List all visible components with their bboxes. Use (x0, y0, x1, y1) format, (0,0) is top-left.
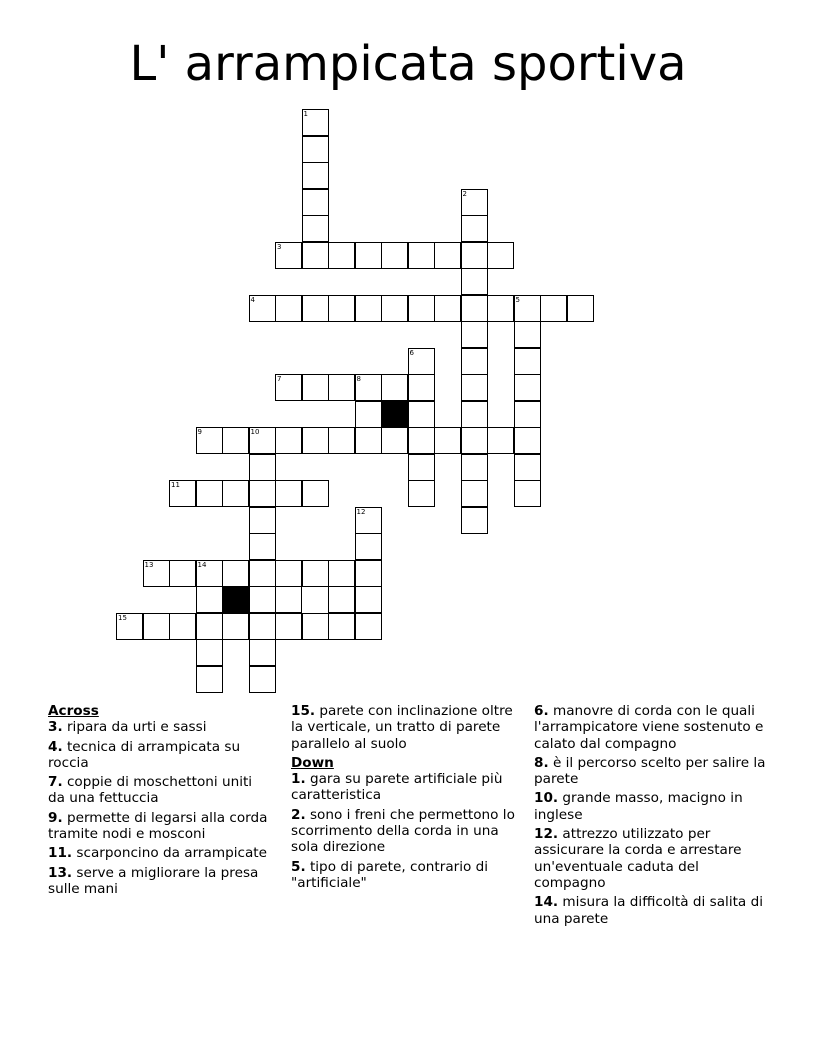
grid-cell[interactable] (275, 480, 302, 507)
grid-cell[interactable] (487, 242, 514, 269)
clue-down-6 (534, 703, 766, 752)
grid-cell[interactable] (249, 586, 276, 613)
cell-number: 11 (171, 481, 180, 489)
grid-cell[interactable] (196, 560, 223, 587)
grid-cell[interactable] (461, 348, 488, 375)
grid-cell[interactable] (328, 613, 355, 640)
grid-cell[interactable] (196, 639, 223, 666)
grid-cell[interactable] (249, 427, 276, 454)
grid-cell[interactable] (408, 348, 435, 375)
grid-cell[interactable] (196, 586, 223, 613)
clue-down-14 (534, 894, 766, 927)
clue-number: 7. (48, 774, 63, 791)
clue-text: sono i freni che permettono lo scorrimento della corda in una sola direzione (291, 806, 515, 856)
clues-column-2 (291, 703, 523, 894)
grid-cell[interactable] (355, 242, 382, 269)
grid-cell[interactable] (275, 560, 302, 587)
grid-cell[interactable] (249, 613, 276, 640)
grid-cell[interactable] (514, 454, 541, 481)
grid-cell[interactable] (275, 242, 302, 269)
grid-cell[interactable] (514, 401, 541, 428)
grid-cell[interactable] (461, 401, 488, 428)
clue-number: 1. (291, 771, 306, 788)
grid-cell[interactable] (249, 666, 276, 693)
grid-cell[interactable] (408, 374, 435, 401)
grid-cell[interactable] (249, 639, 276, 666)
grid-cell[interactable] (249, 454, 276, 481)
grid-cell[interactable] (408, 242, 435, 269)
clue-across-3 (48, 719, 273, 735)
grid-cell[interactable] (355, 533, 382, 560)
grid-cell[interactable] (461, 374, 488, 401)
grid-cell[interactable] (302, 613, 329, 640)
grid-cell[interactable] (196, 480, 223, 507)
grid-cell[interactable] (169, 480, 196, 507)
grid-cell[interactable] (461, 215, 488, 242)
grid-cell[interactable] (355, 613, 382, 640)
cell-number: 7 (277, 375, 282, 383)
grid-cell[interactable] (328, 242, 355, 269)
grid-cell[interactable] (222, 613, 249, 640)
clue-text: grande masso, macigno in inglese (534, 790, 743, 823)
grid-cell[interactable] (434, 427, 461, 454)
grid-cell[interactable] (355, 507, 382, 534)
grid-cell[interactable] (381, 295, 408, 322)
grid-cell[interactable] (355, 427, 382, 454)
clue-number: 9. (48, 809, 63, 826)
grid-cell[interactable] (169, 613, 196, 640)
grid-cell[interactable] (143, 613, 170, 640)
clue-text: misura la difficoltà di salita di una parete (534, 894, 763, 927)
grid-cell[interactable] (196, 613, 223, 640)
clue-number: 2. (291, 806, 306, 823)
grid-cell[interactable] (302, 560, 329, 587)
clue-number: 6. (534, 703, 549, 719)
clue-down-10 (534, 790, 766, 823)
clue-number: 14. (534, 894, 559, 911)
grid-cell[interactable] (461, 295, 488, 322)
cell-number: 9 (197, 428, 202, 436)
grid-cell[interactable] (249, 507, 276, 534)
clue-text: permette di legarsi alla corda tramite nodi e mosconi (48, 809, 268, 843)
grid-cell[interactable] (302, 480, 329, 507)
grid-cell[interactable] (302, 427, 329, 454)
grid-cell[interactable] (487, 427, 514, 454)
grid-cell[interactable] (249, 533, 276, 560)
clue-text: coppie di moschettoni uniti da una fettuccia (48, 774, 253, 807)
grid-cell[interactable] (567, 295, 594, 322)
clue-number: 11. (48, 845, 73, 862)
clues-column-3 (534, 703, 766, 930)
grid-cell[interactable] (143, 560, 170, 587)
grid-cell[interactable] (196, 666, 223, 693)
grid-cell[interactable] (381, 242, 408, 269)
clue-across-13 (48, 865, 273, 898)
clue-number: 8. (534, 754, 549, 771)
clue-down-8 (534, 755, 766, 788)
clue-down-5 (291, 859, 523, 892)
grid-cell[interactable] (275, 586, 302, 613)
cell-number: 3 (277, 242, 282, 251)
clue-number: 10. (534, 790, 559, 807)
grid-cell[interactable] (381, 427, 408, 454)
grid-cell[interactable] (302, 109, 329, 136)
down-header: Down (291, 754, 334, 771)
grid-cell[interactable] (328, 295, 355, 322)
grid-cell[interactable] (408, 401, 435, 428)
grid-cell[interactable] (434, 295, 461, 322)
clue-across-11 (48, 845, 273, 861)
clue-text: manovre di corda con le quali l'arrampicatore viene sostenuto e calato dal compagno (534, 703, 764, 752)
grid-cell[interactable] (514, 374, 541, 401)
clue-number: 4. (48, 738, 63, 755)
grid-cell[interactable] (302, 374, 329, 401)
grid-cell[interactable] (461, 268, 488, 295)
grid-cell[interactable] (355, 401, 382, 428)
clue-down-1 (291, 771, 523, 804)
grid-cell[interactable] (461, 480, 488, 507)
grid-cell[interactable] (540, 295, 567, 322)
clue-text: attrezzo utilizzato per assicurare la corda e arrestare un'eventuale caduta del compagno (534, 826, 742, 891)
grid-cell[interactable] (222, 480, 249, 507)
grid-cell[interactable] (302, 295, 329, 322)
clue-text: ripara da urti e sassi (66, 719, 207, 736)
grid-cell[interactable] (275, 427, 302, 454)
grid-block (381, 401, 408, 428)
grid-cell[interactable] (355, 295, 382, 322)
grid-cell[interactable] (355, 374, 382, 401)
grid-cell[interactable] (408, 454, 435, 481)
cell-number: 10 (250, 428, 260, 436)
clue-text: è il percorso scelto per salire la parete (534, 754, 766, 788)
clue-text: serve a migliorare la presa sulle mani (48, 864, 259, 897)
cell-number: 6 (409, 348, 414, 357)
clue-across-7 (48, 774, 273, 807)
grid-cell[interactable] (408, 295, 435, 322)
grid-cell[interactable] (461, 454, 488, 481)
cell-number: 12 (356, 507, 366, 516)
clue-number: 5. (291, 858, 306, 875)
grid-cell[interactable] (461, 189, 488, 216)
clue-text: scarponcino da arrampicate (76, 845, 267, 862)
grid-cell[interactable] (302, 162, 329, 189)
grid-cell[interactable] (302, 136, 329, 163)
grid-cell[interactable] (328, 374, 355, 401)
grid-cell[interactable] (514, 348, 541, 375)
clue-across-15 (291, 703, 523, 752)
clue-text: tecnica di arrampicata su roccia (48, 738, 241, 771)
grid-cell[interactable] (355, 586, 382, 613)
grid-cell[interactable] (328, 560, 355, 587)
cell-number: 4 (250, 295, 255, 304)
clue-number: 12. (534, 826, 559, 843)
grid-cell[interactable] (408, 480, 435, 507)
cell-number: 13 (144, 560, 154, 569)
puzzle-title: L' arrampicata sportiva (129, 36, 687, 92)
clue-text: parete con inclinazione oltre la verticale, un tratto di parete parallelo al suolo (291, 703, 513, 752)
cell-number: 5 (515, 295, 520, 304)
grid-cell[interactable] (302, 242, 329, 269)
grid-cell[interactable] (249, 295, 276, 322)
grid-cell[interactable] (381, 374, 408, 401)
grid-cell[interactable] (328, 586, 355, 613)
grid-cell[interactable] (355, 560, 382, 587)
grid-cell[interactable] (487, 295, 514, 322)
grid-cell[interactable] (275, 613, 302, 640)
cell-number: 1 (303, 110, 308, 118)
grid-cell[interactable] (514, 480, 541, 507)
clue-down-2 (291, 807, 523, 856)
clue-number: 13. (48, 864, 73, 881)
grid-cell[interactable] (408, 427, 435, 454)
clues-column-1 (48, 703, 273, 900)
clue-down-12 (534, 826, 766, 891)
cell-number: 8 (356, 375, 361, 383)
clue-number: 3. (48, 719, 63, 736)
grid-cell[interactable] (514, 321, 541, 348)
grid-cell[interactable] (461, 242, 488, 269)
grid-cell[interactable] (169, 560, 196, 587)
grid-cell[interactable] (249, 480, 276, 507)
grid-cell[interactable] (434, 242, 461, 269)
grid-cell[interactable] (302, 189, 329, 216)
clue-text: gara su parete artificiale più caratteristica (291, 771, 503, 804)
grid-cell[interactable] (196, 427, 223, 454)
grid-cell[interactable] (302, 215, 329, 242)
grid-cell[interactable] (275, 374, 302, 401)
clue-text: tipo di parete, contrario di "artificiale" (291, 858, 489, 891)
cell-number: 14 (197, 560, 207, 569)
cell-number: 2 (462, 189, 467, 198)
grid-cell[interactable] (328, 427, 355, 454)
grid-cell[interactable] (514, 427, 541, 454)
grid-cell[interactable] (461, 321, 488, 348)
grid-cell[interactable] (249, 560, 276, 587)
grid-cell[interactable] (514, 295, 541, 322)
across-header: Across (48, 703, 99, 719)
clue-across-4 (48, 739, 273, 772)
clue-across-9 (48, 810, 273, 843)
grid-cell[interactable] (275, 295, 302, 322)
grid-cell[interactable] (116, 613, 143, 640)
grid-cell[interactable] (222, 560, 249, 587)
grid-block (222, 586, 249, 613)
clue-number: 15. (291, 703, 316, 719)
grid-cell[interactable] (222, 427, 249, 454)
grid-cell[interactable] (461, 507, 488, 534)
cell-number: 15 (118, 613, 127, 622)
grid-cell[interactable] (461, 427, 488, 454)
